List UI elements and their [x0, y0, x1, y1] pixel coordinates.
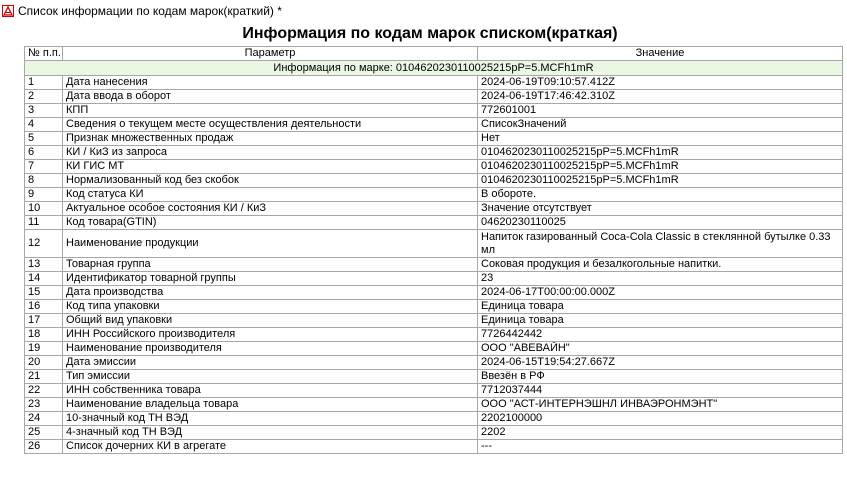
table-row[interactable] [25, 440, 843, 454]
cell-param: Дата производства [63, 286, 478, 300]
cell-value: 04620230110025 [478, 216, 843, 230]
cell-num: 21 [25, 370, 63, 384]
cell-value: СписокЗначений [478, 118, 843, 132]
cell-value: 0104620230110025215pP=5.MCFh1mR [478, 174, 843, 188]
cell-num: 4 [25, 118, 63, 132]
cell-num: 8 [25, 174, 63, 188]
table-row[interactable] [25, 132, 843, 146]
cell-num: 24 [25, 412, 63, 426]
window-titlebar [0, 0, 847, 21]
cell-value: 2202100000 [478, 412, 843, 426]
table-row[interactable] [25, 146, 843, 160]
cell-value: 7712037444 [478, 384, 843, 398]
cell-num: 13 [25, 258, 63, 272]
cell-param: Идентификатор товарной группы [63, 272, 478, 286]
column-header-num[interactable]: № п.п. [25, 47, 63, 61]
table-row[interactable] [25, 370, 843, 384]
cell-param: Дата нанесения [63, 76, 478, 90]
cell-value: В обороте. [478, 188, 843, 202]
cell-value: 23 [478, 272, 843, 286]
cell-param: Код статуса КИ [63, 188, 478, 202]
table-row[interactable] [25, 384, 843, 398]
table-row[interactable] [25, 258, 843, 272]
table-row[interactable] [25, 356, 843, 370]
cell-param: Дата ввода в оборот [63, 90, 478, 104]
cell-param: Нормализованный код без скобок [63, 174, 478, 188]
cell-param: 4-значный код ТН ВЭД [63, 426, 478, 440]
cell-param: КИ ГИС МТ [63, 160, 478, 174]
table-row[interactable] [25, 328, 843, 342]
cell-num: 22 [25, 384, 63, 398]
cell-param: Код типа упаковки [63, 300, 478, 314]
cell-value: 2024-06-19T09:10:57.412Z [478, 76, 843, 90]
cell-num: 5 [25, 132, 63, 146]
cell-value: ООО "АСТ-ИНТЕРНЭШНЛ ИНВАЭРОНМЭНТ" [478, 398, 843, 412]
cell-value: Соковая продукция и безалкогольные напитки. [478, 258, 843, 272]
table-row[interactable] [25, 188, 843, 202]
table-row[interactable] [25, 118, 843, 132]
cell-param: Товарная группа [63, 258, 478, 272]
cell-num: 12 [25, 230, 63, 258]
table-row[interactable] [25, 300, 843, 314]
cell-num: 23 [25, 398, 63, 412]
cell-num: 14 [25, 272, 63, 286]
table-row[interactable] [25, 342, 843, 356]
group-label: Информация по марке: 0104620230110025215pP=5.MCFh1mR [25, 61, 843, 76]
cell-num: 7 [25, 160, 63, 174]
cell-value: 2024-06-19T17:46:42.310Z [478, 90, 843, 104]
cell-num: 10 [25, 202, 63, 216]
cell-num: 15 [25, 286, 63, 300]
cell-value: 0104620230110025215pP=5.MCFh1mR [478, 160, 843, 174]
cell-param: 10-значный код ТН ВЭД [63, 412, 478, 426]
cell-value: Нет [478, 132, 843, 146]
cell-num: 20 [25, 356, 63, 370]
cell-num: 16 [25, 300, 63, 314]
cell-param: Актуальное особое состояния КИ / КиЗ [63, 202, 478, 216]
info-table [24, 46, 843, 454]
cell-num: 3 [25, 104, 63, 118]
cell-num: 6 [25, 146, 63, 160]
cell-param: Тип эмиссии [63, 370, 478, 384]
cell-value: 772601001 [478, 104, 843, 118]
cell-num: 26 [25, 440, 63, 454]
table-row[interactable] [25, 202, 843, 216]
cell-num: 17 [25, 314, 63, 328]
cell-param: Код товара(GTIN) [63, 216, 478, 230]
cell-param: Дата эмиссии [63, 356, 478, 370]
column-header-param[interactable]: Параметр [63, 47, 478, 61]
cell-value: Единица товара [478, 300, 843, 314]
app-logo-icon [2, 5, 14, 17]
cell-param: Общий вид упаковки [63, 314, 478, 328]
cell-param: Список дочерних КИ в агрегате [63, 440, 478, 454]
table-row[interactable] [25, 76, 843, 90]
cell-value: ООО "АВЕВАЙН" [478, 342, 843, 356]
cell-num: 9 [25, 188, 63, 202]
table-header-row [25, 47, 843, 61]
cell-param: ИНН Российского производителя [63, 328, 478, 342]
cell-num: 25 [25, 426, 63, 440]
cell-value: Напиток газированный Coca-Cola Classic в стеклянной бутылке 0.33 мл [478, 230, 843, 258]
cell-num: 19 [25, 342, 63, 356]
cell-value: 2024-06-15T19:54:27.667Z [478, 356, 843, 370]
cell-param: Сведения о текущем месте осуществления деятельности [63, 118, 478, 132]
cell-value: --- [478, 440, 843, 454]
table-row[interactable] [25, 230, 843, 258]
column-header-value[interactable]: Значение [478, 47, 843, 61]
table-row[interactable] [25, 160, 843, 174]
cell-param: Наименование производителя [63, 342, 478, 356]
cell-param: Наименование продукции [63, 230, 478, 258]
table-row[interactable] [25, 398, 843, 412]
cell-value: 2024-06-17T00:00:00.000Z [478, 286, 843, 300]
cell-num: 1 [25, 76, 63, 90]
cell-value: 7726442442 [478, 328, 843, 342]
cell-num: 11 [25, 216, 63, 230]
report-title: Информация по кодам марок списком(краткая) [242, 25, 618, 42]
table-row[interactable] [25, 174, 843, 188]
cell-value: Единица товара [478, 314, 843, 328]
table-row[interactable] [25, 216, 843, 230]
table-row[interactable] [25, 272, 843, 286]
cell-value: Ввезён в РФ [478, 370, 843, 384]
cell-param: Наименование владельца товара [63, 398, 478, 412]
cell-param: КИ / КиЗ из запроса [63, 146, 478, 160]
group-row[interactable] [25, 61, 843, 76]
window-title: Список информации по кодам марок(краткий) * [18, 3, 282, 18]
table-row[interactable] [25, 412, 843, 426]
cell-param: Признак множественных продаж [63, 132, 478, 146]
table-row[interactable] [25, 286, 843, 300]
table-row[interactable] [25, 104, 843, 118]
cell-num: 18 [25, 328, 63, 342]
cell-value: Значение отсутствует [478, 202, 843, 216]
cell-value: 0104620230110025215pP=5.MCFh1mR [478, 146, 843, 160]
table-row[interactable] [25, 426, 843, 440]
cell-num: 2 [25, 90, 63, 104]
table-row[interactable] [25, 314, 843, 328]
cell-param: КПП [63, 104, 478, 118]
cell-value: 2202 [478, 426, 843, 440]
table-row[interactable] [25, 90, 843, 104]
cell-param: ИНН собственника товара [63, 384, 478, 398]
